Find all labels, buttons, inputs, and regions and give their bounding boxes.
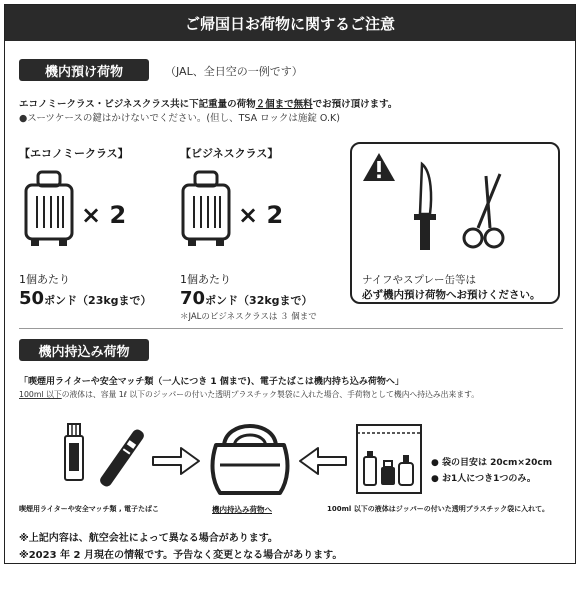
business-per-item: 1個あたり	[180, 273, 231, 286]
checked-baggage-heading: 機内預け荷物	[19, 59, 149, 81]
handbag-icon	[208, 417, 292, 497]
prohibited-items-text: ナイフやスプレー缶等は	[362, 274, 477, 286]
business-weight	[180, 288, 313, 309]
liquid-rule	[19, 389, 479, 400]
economy-weight-number: 50	[19, 288, 45, 309]
lighter-rule: 「喫煙用ライターや安全マッチ類（一人につき 1 個まで)、電子たばこは機内持ち込み荷物へ」	[19, 377, 404, 387]
economy-weight-unit: ポンド（23kgまで）	[44, 294, 152, 307]
jal-business-note: ＊JALのビジネスクラスは ３ 個まで	[180, 312, 317, 322]
airline-disclaimer: ※上記内容は、航空会社によって異なる場合があります。	[19, 533, 278, 544]
liquid-caption: 100ml 以下の液体はジッパーの付いた透明プラスチック袋に入れて。	[327, 505, 550, 513]
notice-sheet	[4, 4, 576, 564]
economy-class-label: 【エコノミークラス】	[19, 147, 129, 160]
free-allowance-text-c: でお預け頂けます。	[312, 99, 398, 110]
checked-baggage-note: （JAL、全日空の一例です）	[165, 65, 303, 78]
liquid-rule-volume: 100ml 以下	[19, 390, 62, 399]
arrow-left-icon	[298, 445, 348, 477]
free-allowance-text-a: エコノミークラス・ビジネスクラス共に下記重量の荷物	[19, 99, 256, 110]
scissors-icon	[460, 172, 508, 254]
knife-icon	[410, 162, 440, 254]
warning-icon	[362, 152, 396, 182]
lighter-caption: 喫煙用ライターや安全マッチ類 , 電子たばこ	[19, 505, 160, 513]
lock-note: ●スーツケースの鍵はかけないでください。(但し、TSA ロックは施錠 O.K)	[19, 113, 340, 124]
bag-size-note: ● 袋の目安は 20cm×20cm	[431, 458, 553, 468]
business-weight-unit: ポンド（32kgまで）	[205, 294, 313, 307]
business-count: × 2	[238, 201, 284, 229]
date-disclaimer: ※2023 年 2 月現在の情報です。予告なく変更となる場合があります。	[19, 550, 343, 561]
free-allowance-highlight: ２個まで無料	[255, 99, 313, 110]
business-class-label: 【ビジネスクラス】	[180, 147, 279, 160]
lighter-icon	[63, 423, 85, 481]
page-title: ご帰国日お荷物に関するご注意	[5, 5, 575, 41]
suitcase-icon	[23, 170, 75, 250]
prohibited-items-instruction: 必ず機内預け荷物へお預けください。	[362, 289, 541, 301]
economy-weight	[19, 288, 152, 309]
bag-limit-note: ● お1人につき1つのみ。	[431, 474, 536, 484]
liquid-rule-text: の液体は、容量 1ℓ 以下のジッパーの付いた透明プラスチック製袋に入れた場合、手荷物として機内へ持込み出来ます。	[61, 390, 480, 399]
business-weight-number: 70	[180, 288, 206, 309]
free-allowance-text	[19, 96, 397, 110]
section-divider	[19, 328, 563, 329]
prohibited-items-box	[350, 142, 560, 304]
e-cigarette-icon	[99, 425, 145, 491]
economy-per-item: 1個あたり	[19, 273, 70, 286]
economy-count: × 2	[81, 201, 127, 229]
carry-on-heading: 機内持込み荷物	[19, 339, 149, 361]
arrow-right-icon	[151, 445, 201, 477]
carry-on-caption: 機内持込み荷物へ	[212, 505, 272, 514]
zip-bag-icon	[355, 423, 423, 495]
suitcase-icon	[180, 170, 232, 250]
